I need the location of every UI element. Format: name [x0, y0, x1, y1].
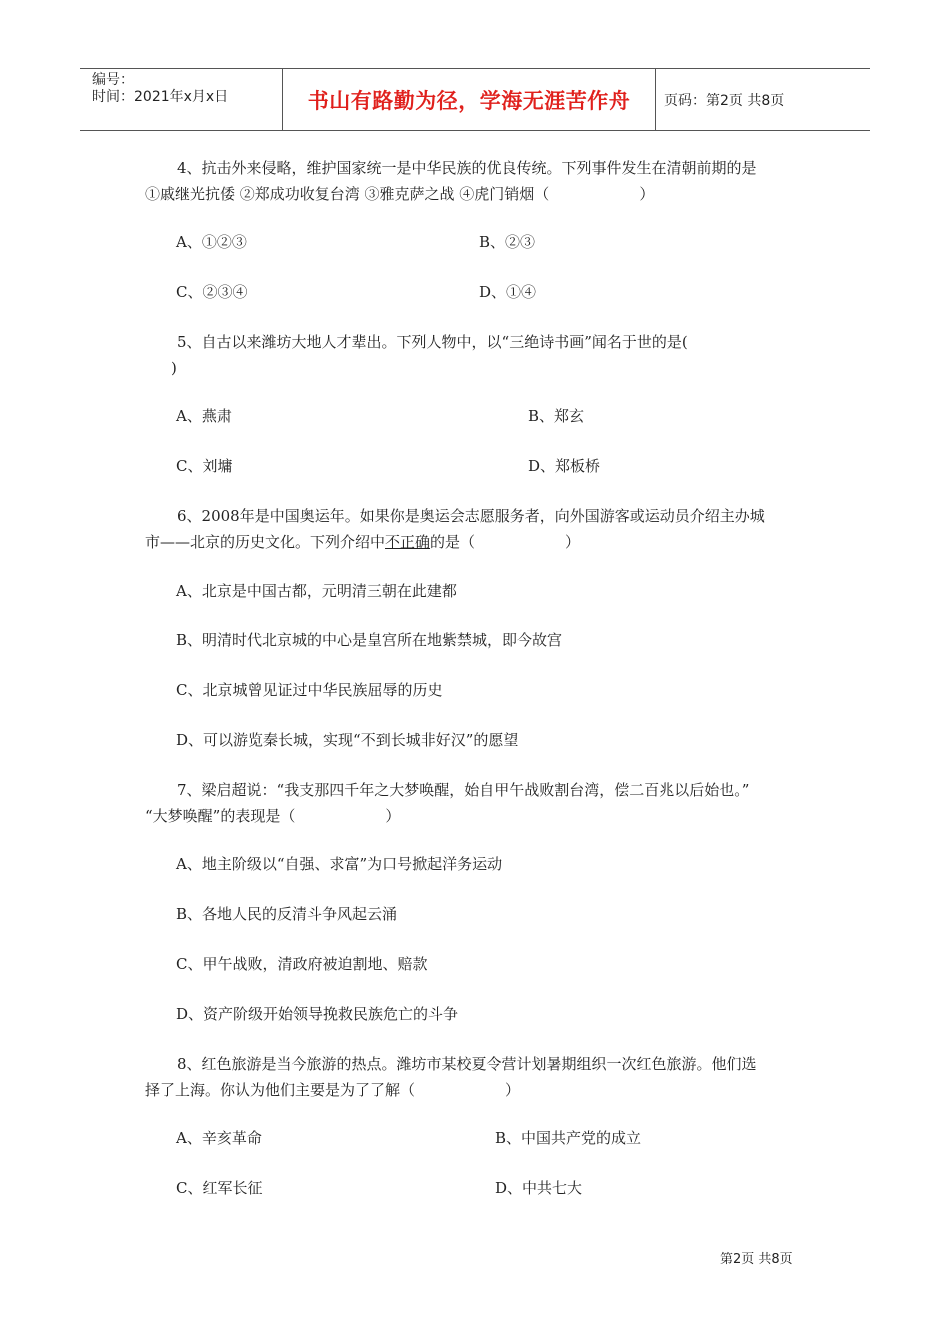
question-8 [145, 1051, 815, 1103]
option-c: C、刘墉 [176, 457, 233, 475]
question-text: 6、2008年是中国奥运年。如果你是奥运会志愿服务者，向外国游客或运动员介绍主办城 [177, 507, 765, 525]
question-5 [145, 329, 815, 381]
question-text-line2: “大梦唤醒”的表现是（ ） [145, 807, 401, 825]
option-b: B、各地人民的反清斗争风起云涌 [176, 905, 398, 923]
option-a: A、辛亥革命 [176, 1129, 262, 1147]
option-d: D、郑板桥 [528, 457, 601, 475]
question-4 [145, 155, 815, 207]
question-text-line2: 择了上海。你认为他们主要是为了了解（ ） [145, 1081, 521, 1099]
option-d: D、资产阶级开始领导挽救民族危亡的斗争 [176, 1005, 459, 1023]
time-label: 时间：2021年x月x日 [92, 89, 229, 105]
option-a: A、北京是中国古都，元明清三朝在此建都 [176, 582, 457, 600]
option-d: D、可以游览秦长城，实现“不到长城非好汉”的愿望 [176, 731, 519, 749]
option-a: A、燕肃 [176, 407, 232, 425]
option-c: C、②③④ [176, 283, 248, 301]
question-text: 7、梁启超说：“我支那四千年之大梦唤醒，始自甲午战败割台湾，偿二百兆以后始也。” [177, 781, 750, 799]
header-meta [80, 69, 282, 130]
question-text-line2: ) [171, 359, 177, 377]
option-b: B、中国共产党的成立 [495, 1129, 642, 1147]
question-7 [145, 777, 815, 829]
option-b: B、明清时代北京城的中心是皇宫所在地紫禁城，即今故宫 [176, 631, 563, 649]
option-a: A、地主阶级以“自强、求富”为口号掀起洋务运动 [176, 855, 503, 873]
header-motto: 书山有路勤为径，学海无涯苦作舟 [282, 69, 656, 130]
question-text: 5、自古以来潍坊大地人才辈出。下列人物中，以“三绝诗书画”闻名于世的是( [177, 333, 688, 351]
option-c: C、甲午战败，清政府被迫割地、赔款 [176, 955, 428, 973]
option-b: B、郑玄 [528, 407, 585, 425]
question-text: 4、抗击外来侵略，维护国家统一是中华民族的优良传统。下列事件发生在清朝前期的是 [177, 159, 757, 177]
page-header [80, 68, 870, 131]
page-footer: 第2页 共8页 [720, 1252, 793, 1267]
serial-label: 编号： [92, 72, 134, 88]
option-d: D、①④ [479, 283, 537, 301]
option-d: D、中共七大 [495, 1179, 583, 1197]
option-b: B、②③ [479, 233, 536, 251]
option-c: C、红军长征 [176, 1179, 263, 1197]
question-6 [145, 503, 815, 555]
header-page-info: 页码：第2页 共8页 [664, 92, 785, 109]
option-a: A、①②③ [176, 233, 247, 251]
question-text-line2: ①戚继光抗倭 ②郑成功收复台湾 ③雅克萨之战 ④虎门销烟（ ） [145, 185, 655, 203]
option-c: C、北京城曾见证过中华民族屈辱的历史 [176, 681, 443, 699]
underlined-keyword: 不正确 [385, 533, 431, 551]
question-text-line2: 市——北京的历史文化。下列介绍中不正确的是（ ） [145, 533, 581, 551]
question-text: 8、红色旅游是当今旅游的热点。潍坊市某校夏令营计划暑期组织一次红色旅游。他们选 [177, 1055, 757, 1073]
